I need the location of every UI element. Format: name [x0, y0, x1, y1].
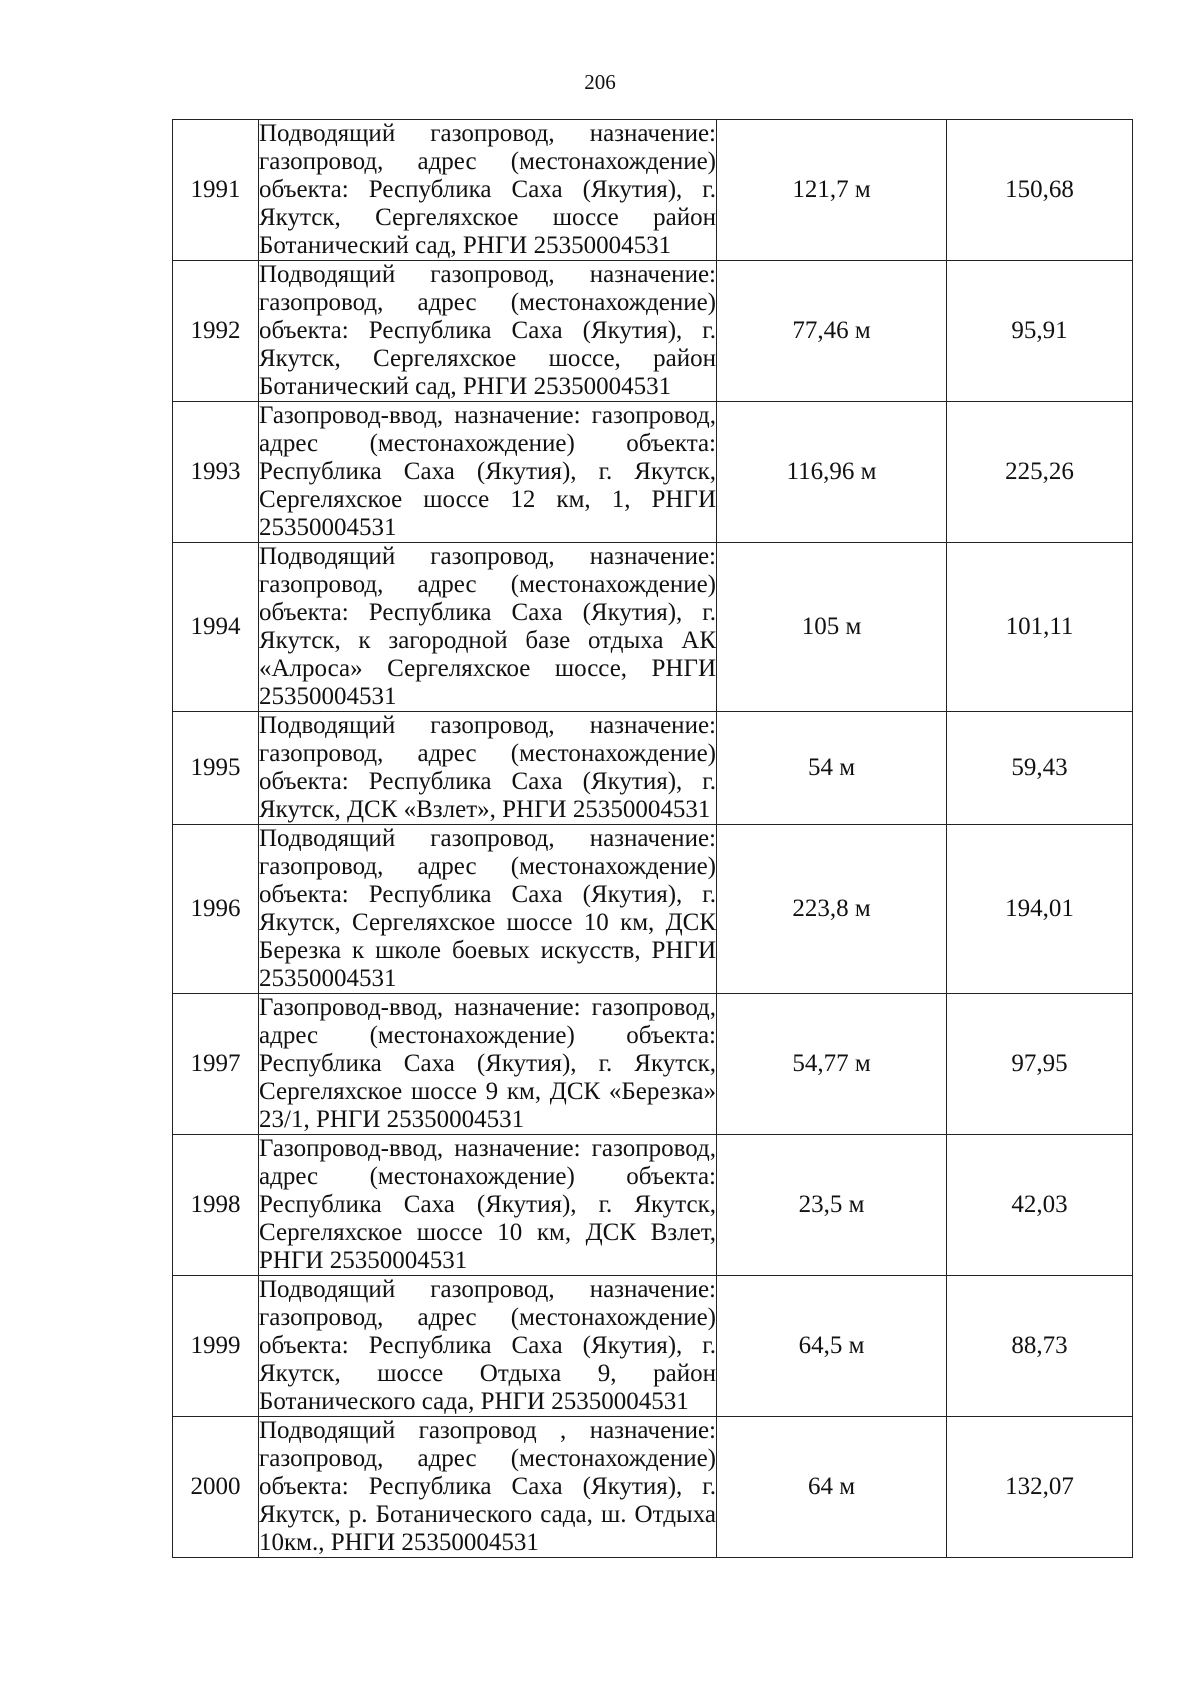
object-value: 88,73: [947, 1276, 1133, 1417]
object-description: Подводящий газопровод, назначение: газопровод, адрес (местонахождение) объекта: Республика Саха (Якутия), г. Якутск, шоссе Отдыха 9, район Ботанического сада, РНГИ 25350004531: [259, 1276, 716, 1415]
object-description: Газопровод-ввод, назначение: газопровод, адрес (местонахождение) объекта: Республика Саха (Якутия), г. Якутск, Сергеляхское шоссе 9 км, ДСК «Березка» 23/1, РНГИ 25350004531: [259, 994, 716, 1133]
object-value: 194,01: [947, 825, 1133, 994]
object-length: 54,77 м: [717, 994, 947, 1135]
object-value: 150,68: [947, 120, 1133, 261]
object-length: 77,46 м: [717, 261, 947, 402]
table-row: [173, 1276, 1133, 1417]
table-row: [173, 543, 1133, 712]
object-length: 121,7 м: [717, 120, 947, 261]
object-description: Газопровод-ввод, назначение: газопровод, адрес (местонахождение) объекта: Республика Саха (Якутия), г. Якутск, Сергеляхское шоссе 10 км, ДСК Взлет, РНГИ 25350004531: [259, 1135, 716, 1274]
row-number: 1996: [173, 825, 259, 994]
table-row: [173, 994, 1133, 1135]
object-description: Подводящий газопровод, назначение: газопровод, адрес (местонахождение) объекта: Республика Саха (Якутия), г. Якутск, ДСК «Взлет», РНГИ 25350004531: [259, 712, 716, 823]
table-row: [173, 120, 1133, 261]
object-length: 23,5 м: [717, 1135, 947, 1276]
table-row: [173, 825, 1133, 994]
registry-table: [172, 119, 1133, 1558]
object-value: 95,91: [947, 261, 1133, 402]
row-number: 1997: [173, 994, 259, 1135]
row-number: 1998: [173, 1135, 259, 1276]
object-length: 64,5 м: [717, 1276, 947, 1417]
object-length: 116,96 м: [717, 402, 947, 543]
object-value: 42,03: [947, 1135, 1133, 1276]
table-row: [173, 712, 1133, 825]
row-number: 1995: [173, 712, 259, 825]
row-number: 2000: [173, 1417, 259, 1558]
table-row: [173, 261, 1133, 402]
row-number: 1992: [173, 261, 259, 402]
object-value: 225,26: [947, 402, 1133, 543]
object-description: Подводящий газопровод, назначение: газопровод, адрес (местонахождение) объекта: Республика Саха (Якутия), г. Якутск, к загородной базе отдыха АК «Алроса» Сергеляхское шоссе, РНГИ 25350004531: [259, 543, 716, 710]
object-description: Подводящий газопровод , назначение: газопровод, адрес (местонахождение) объекта: Республика Саха (Якутия), г. Якутск, р. Ботанического сада, ш. Отдыха 10км., РНГИ 25350004531: [259, 1417, 716, 1556]
object-description: Подводящий газопровод, назначение: газопровод, адрес (местонахождение) объекта: Республика Саха (Якутия), г. Якутск, Сергеляхское шоссе район Ботанический сад, РНГИ 25350004531: [259, 120, 716, 259]
object-length: 54 м: [717, 712, 947, 825]
object-length: 223,8 м: [717, 825, 947, 994]
page-number: 206: [584, 70, 616, 94]
table-row: [173, 402, 1133, 543]
table-row: [173, 1135, 1133, 1276]
object-description: Подводящий газопровод, назначение: газопровод, адрес (местонахождение) объекта: Республика Саха (Якутия), г. Якутск, Сергеляхское шоссе, район Ботанический сад, РНГИ 25350004531: [259, 261, 716, 400]
row-number: 1999: [173, 1276, 259, 1417]
object-value: 97,95: [947, 994, 1133, 1135]
row-number: 1991: [173, 120, 259, 261]
table-row: [173, 1417, 1133, 1558]
object-length: 64 м: [717, 1417, 947, 1558]
row-number: 1993: [173, 402, 259, 543]
object-length: 105 м: [717, 543, 947, 712]
object-value: 132,07: [947, 1417, 1133, 1558]
object-value: 59,43: [947, 712, 1133, 825]
object-value: 101,11: [947, 543, 1133, 712]
object-description: Подводящий газопровод, назначение: газопровод, адрес (местонахождение) объекта: Республика Саха (Якутия), г. Якутск, Сергеляхское шоссе 10 км, ДСК Березка к школе боевых искусств, РНГИ 25350004531: [259, 825, 716, 992]
row-number: 1994: [173, 543, 259, 712]
object-description: Газопровод-ввод, назначение: газопровод, адрес (местонахождение) объекта: Республика Саха (Якутия), г. Якутск, Сергеляхское шоссе 12 км, 1, РНГИ 25350004531: [259, 402, 716, 541]
